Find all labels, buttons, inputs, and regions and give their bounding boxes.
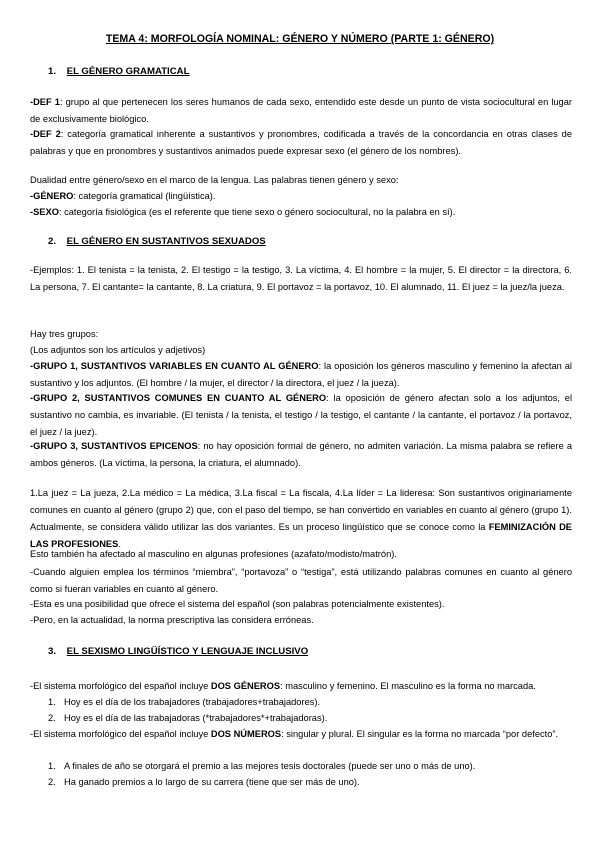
feminizacion-end: . — [118, 539, 121, 549]
list-text: A finales de año se otorgará el premio a las mejores tesis doctorales (puede ser uno o más de uno). — [64, 761, 476, 771]
genero-definition — [30, 188, 572, 205]
definition-2-text: : categoría gramatical inherente a sustantivos y pronombres, codificada a través de la concordancia en otras clases de palabras y que en pronombres y sustantivos animados puede expresar sexo (el género de los nombres). — [30, 129, 572, 156]
section-2-heading — [48, 236, 266, 247]
grupo-3-paragraph — [30, 438, 572, 472]
grupo-2-paragraph — [30, 390, 572, 441]
numeros-post: : singular y plural. El singular es la forma no marcada “por defecto”. — [281, 729, 559, 739]
generos-pre: -El sistema morfológico del español incluye — [30, 681, 211, 691]
grupo-1-paragraph — [30, 358, 572, 392]
grupo-3-text: : no hay oposición formal de género, no admiten variación. La misma palabra se refiere a ambos géneros. (La víctima, la persona, la criatura, el alumnado). — [30, 441, 572, 468]
section-1-number: 1. — [48, 66, 57, 77]
list-text: Hoy es el día de las trabajadoras (*trabajadores*+trabajadoras). — [64, 713, 328, 723]
section-3-heading — [48, 646, 308, 657]
feminizacion-paragraph — [30, 485, 572, 553]
section-1-title: EL GÉNERO GRAMATICAL — [66, 66, 190, 77]
posibilidad-paragraph: -Esta es una posibilidad que ofrece el sistema del español (son palabras potencialmente existentes). — [30, 599, 445, 609]
sexo-definition — [30, 204, 572, 221]
definition-2 — [30, 126, 572, 160]
generos-list-item — [48, 710, 568, 727]
numeros-paragraph — [30, 726, 572, 743]
grupo-2-text: : la oposición de género afectan solo a los adjuntos, el sustantivo no cambia, es invariable. (El tenista / la tenista, el testigo / la testigo, el cantante / la cantante, el portavoz / la portavoz, el juez / la juez). — [30, 393, 573, 437]
grupo-1-text: : la oposición los géneros masculino y femenino la afectan al sustantivo y los adjuntos. (El hombre / la mujer, el director / la directora, el juez / la jueza). — [30, 361, 572, 388]
numeros-list-item — [48, 758, 568, 775]
dualidad-paragraph: Dualidad entre género/sexo en el marco de la lengua. Las palabras tienen género y sexo: — [30, 175, 399, 185]
numeros-pre: -El sistema morfológico del español incluye — [30, 729, 211, 739]
list-number: 1. — [48, 697, 56, 707]
definition-2-label: -DEF 2 — [30, 129, 61, 139]
norma-paragraph: -Pero, en la actualidad, la norma prescriptiva las considera erróneas. — [30, 615, 314, 625]
generos-list-item — [48, 694, 568, 711]
generos-post: : masculino y femenino. El masculino es la forma no marcada. — [280, 681, 536, 691]
document-title: TEMA 4: MORFOLOGÍA NOMINAL: GÉNERO Y NÚMERO (PARTE 1: GÉNERO) — [105, 33, 495, 45]
feminizacion-term: FEMINIZACIÓN DE LAS PROFESIONES — [30, 522, 572, 549]
list-number: 1. — [48, 761, 56, 771]
list-number: 2. — [48, 777, 56, 787]
genero-label: -GÉNERO — [30, 191, 74, 201]
generos-term: DOS GÉNEROS — [210, 681, 281, 691]
numeros-term: DOS NÚMEROS — [210, 729, 282, 739]
section-3-number: 3. — [48, 646, 57, 657]
definition-1-text: : grupo al que pertenecen los seres humanos de cada sexo, entendido este desde un punto de vista sociocultural en lugar de exclusivamente biológico. — [30, 97, 572, 124]
grupo-1-label: -GRUPO 1, SUSTANTIVOS VARIABLES EN CUANTO AL GÉNERO — [30, 361, 319, 371]
grupo-3-label: -GRUPO 3, SUSTANTIVOS EPICENOS — [30, 441, 198, 451]
section-1-heading — [48, 66, 189, 77]
list-number: 2. — [48, 713, 56, 723]
section-2-number: 2. — [48, 236, 57, 247]
adjuntos-note: (Los adjuntos son los artículos y adjetivos) — [30, 345, 206, 355]
miembra-paragraph: -Cuando alguien emplea los términos “miembra”, “portavoza” o “testiga”, está utilizando palabras comunes en cuanto al género como si fueran variables en cuanto al género. — [30, 567, 572, 594]
grupos-intro: Hay tres grupos: — [30, 329, 99, 339]
definition-1-label: -DEF 1 — [30, 97, 60, 107]
genero-text: : categoría gramatical (lingüística). — [73, 191, 216, 201]
definition-1 — [30, 94, 572, 128]
list-text: Ha ganado premios a lo largo de su carrera (tiene que ser más de uno). — [64, 777, 360, 787]
section-3-title: EL SEXISMO LINGÜÍSTICO Y LENGUAJE INCLUSIVO — [66, 646, 309, 657]
sexo-text: : categoría fisiológica (es el referente que tiene sexo o género sociocultural, no la palabra en sí). — [58, 207, 456, 217]
section-2-title: EL GÉNERO EN SUSTANTIVOS SEXUADOS — [66, 236, 266, 247]
sexo-label: -SEXO — [30, 207, 59, 217]
list-text: Hoy es el día de los trabajadores (trabajadores+trabajadores). — [64, 697, 321, 707]
numeros-list-item — [48, 774, 568, 791]
generos-paragraph — [30, 678, 572, 695]
ejemplos-paragraph: -Ejemplos: 1. El tenista = la tenista, 2. El testigo = la testigo, 3. La víctima, 4. El hombre = la mujer, 5. El director = la directora, 6. La persona, 7. El cantante= la cantante, 8. La criatura, 9. El portavoz = la portavoz, 10. El alumnado, 11. El juez = la juez/la jueza. — [30, 265, 572, 292]
masculino-paragraph: Esto también ha afectado al masculino en algunas profesiones (azafato/modisto/matrón). — [30, 549, 397, 559]
feminizacion-text: 1.La juez = La jueza, 2.La médico = La médica, 3.La fiscal = La fiscala, 4.La líder = La lideresa: Son sustantivos originariamente comunes en cuanto al género (grupo 2) que, con el paso del tiempo, se han convertido en variables en cuanto al género (grupo 1). Actualmente, se considera válido utilizar las dos variantes. Es un proceso lingüístico que se conoce como la — [30, 488, 572, 532]
grupo-2-label: -GRUPO 2, SUSTANTIVOS COMUNES EN CUANTO AL GÉNERO — [30, 393, 327, 403]
